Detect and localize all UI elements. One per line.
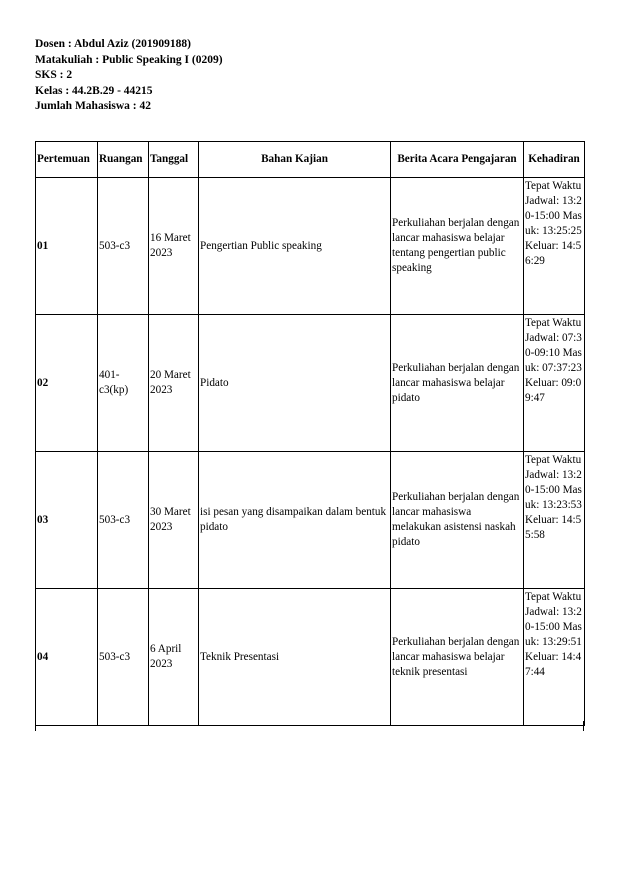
kehadiran-line: Masuk: 07:37:23 [525,347,582,374]
cell-pertemuan: 03 [36,452,98,589]
kehadiran-line: Tepat Waktu [525,180,582,192]
credits-line: SKS : 2 [35,69,73,81]
kehadiran-line: Tepat Waktu [525,317,582,329]
col-header-kehadiran: Kehadiran [524,142,585,178]
cell-kehadiran [524,178,585,315]
cell-kehadiran [524,315,585,452]
cell-berita: Perkuliahan berjalan dengan lancar mahasiswa melakukan asistensi naskah pidato [391,452,524,589]
cell-bahan: isi pesan yang disampaikan dalam bentuk pidato [199,452,391,589]
kehadiran-line: Keluar: 09:09:47 [525,377,582,404]
cell-bahan: Pengertian Public speaking [199,178,391,315]
kehadiran-line: Jadwal: 13:20-15:00 [525,606,582,633]
col-header-ruangan: Ruangan [98,142,149,178]
col-header-berita-acara: Berita Acara Pengajaran [391,142,524,178]
col-header-pertemuan: Pertemuan [36,142,98,178]
cell-berita: Perkuliahan berjalan dengan lancar mahasiswa belajar pidato [391,315,524,452]
table-header-row [36,142,585,178]
table-row [36,452,585,589]
table-row [36,589,585,726]
cell-pertemuan: 04 [36,589,98,726]
table-row [36,315,585,452]
table-row [36,178,585,315]
cell-pertemuan: 01 [36,178,98,315]
cell-berita: Perkuliahan berjalan dengan lancar mahasiswa belajar tentang pengertian public speaking [391,178,524,315]
kehadiran-line: Keluar: 14:47:44 [525,651,582,678]
course-line: Matakuliah : Public Speaking I (0209) [35,53,223,66]
cell-tanggal: 30 Maret 2023 [149,452,199,589]
kehadiran-line: Masuk: 13:25:25 [525,210,582,237]
kehadiran-line: Tepat Waktu [525,591,582,603]
kehadiran-line: Masuk: 13:29:51 [525,621,582,648]
cell-ruangan: 503-c3 [98,452,149,589]
student-count-line: Jumlah Mahasiswa : 42 [35,100,151,112]
col-header-bahan-kajian: Bahan Kajian [199,142,391,178]
cell-ruangan: 503-c3 [98,178,149,315]
lecturer-line: Dosen : Abdul Aziz (201909188) [35,38,191,50]
kehadiran-line: Tepat Waktu [525,454,582,466]
class-line: Kelas : 44.2B.29 - 44215 [35,84,153,97]
cell-pertemuan: 02 [36,315,98,452]
col-header-tanggal: Tanggal [149,142,199,178]
kehadiran-line: Masuk: 13:23:53 [525,484,582,511]
table-continuation [35,721,584,731]
kehadiran-line: Keluar: 14:56:29 [525,240,582,267]
cell-berita: Perkuliahan berjalan dengan lancar mahasiswa belajar teknik presentasi [391,589,524,726]
cell-tanggal: 16 Maret 2023 [149,178,199,315]
kehadiran-line: Jadwal: 07:30-09:10 [525,332,582,359]
cell-tanggal: 6 April 2023 [149,589,199,726]
cell-ruangan: 401-c3(kp) [98,315,149,452]
cell-bahan: Pidato [199,315,391,452]
kehadiran-line: Jadwal: 13:20-15:00 [525,469,582,496]
cell-kehadiran [524,589,585,726]
kehadiran-line: Jadwal: 13:20-15:00 [525,195,582,222]
kehadiran-line: Keluar: 14:55:58 [525,514,582,541]
cell-kehadiran [524,452,585,589]
cell-bahan: Teknik Presentasi [199,589,391,726]
cell-tanggal: 20 Maret 2023 [149,315,199,452]
cell-ruangan: 503-c3 [98,589,149,726]
course-header [35,37,223,115]
attendance-table [35,141,585,726]
